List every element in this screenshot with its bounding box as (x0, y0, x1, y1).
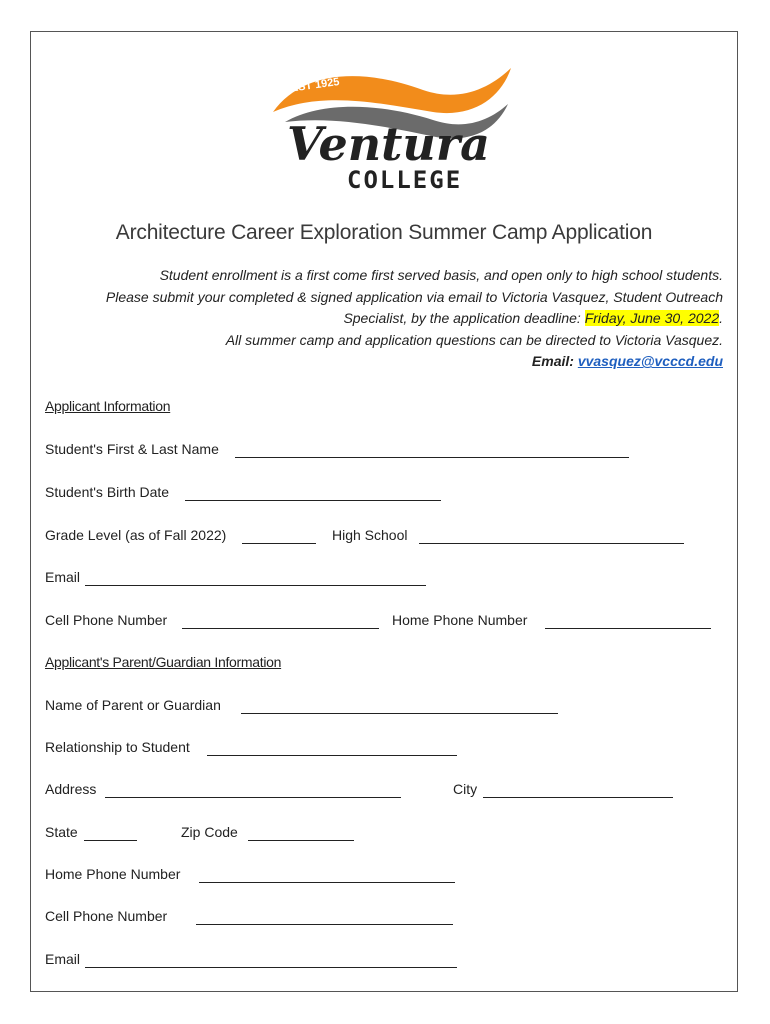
birth-date-row (45, 484, 723, 506)
logo-block-name: COLLEGE (347, 166, 463, 194)
guardian-name-row (45, 697, 723, 719)
intro-email-line (33, 351, 723, 373)
relationship-field[interactable] (207, 755, 457, 756)
intro-line-2: Please submit your completed & signed application via email to Victoria Vasquez, Student Outreach (105, 288, 723, 305)
high-school-label: High School (332, 527, 408, 543)
city-field[interactable] (483, 797, 673, 798)
intro-line-3: Specialist, by the application deadline: Friday, June 30, 2022. (343, 310, 723, 326)
guardian-name-label: Name of Parent or Guardian (45, 697, 221, 713)
student-home-phone-label: Home Phone Number (392, 612, 528, 628)
logo-script-name: Ventura (287, 117, 490, 171)
birth-date-label: Student's Birth Date (45, 484, 170, 500)
page-title: Architecture Career Exploration Summer Camp Application (115, 221, 653, 244)
zip-code-field[interactable] (248, 840, 354, 841)
applicant-heading: Applicant Information (45, 398, 171, 414)
intro-line-4: All summer camp and application questions can be directed to Victoria Vasquez. (225, 331, 723, 348)
student-cell-label: Cell Phone Number (45, 612, 168, 628)
guardian-heading: Applicant's Parent/Guardian Information (45, 654, 282, 670)
student-name-field[interactable] (235, 457, 629, 458)
ventura-college-logo (263, 60, 513, 195)
zip-code-label: Zip Code (181, 824, 238, 840)
student-email-row (45, 569, 723, 591)
state-field[interactable] (84, 840, 137, 841)
guardian-home-phone-label: Home Phone Number (45, 866, 181, 882)
student-home-phone-field[interactable] (545, 628, 711, 629)
deadline-highlight: Friday, June 30, 2022 (584, 310, 720, 326)
email-label: Email: (531, 353, 578, 369)
guardian-home-phone-field[interactable] (199, 882, 455, 883)
student-cell-field[interactable] (182, 628, 379, 629)
guardian-cell-field[interactable] (196, 924, 453, 925)
guardian-email-label: Email (45, 951, 81, 967)
contact-email-link[interactable]: vvasquez@vcccd.edu (577, 353, 723, 369)
logo-banner-text: EST 1925 (290, 75, 341, 95)
grade-level-field[interactable] (242, 543, 316, 544)
student-email-field[interactable] (85, 585, 426, 586)
high-school-field[interactable] (419, 543, 684, 544)
address-label: Address (45, 781, 97, 797)
grade-level-label: Grade Level (as of Fall 2022) (45, 527, 227, 543)
guardian-name-field[interactable] (241, 713, 558, 714)
guardian-home-phone-row (45, 866, 723, 888)
address-field[interactable] (105, 797, 401, 798)
student-name-row (45, 441, 723, 463)
state-zip-row (45, 824, 723, 846)
student-email-label: Email (45, 569, 81, 585)
birth-date-field[interactable] (185, 500, 441, 501)
intro-line-1: Student enrollment is a first come first served basis, and open only to high school students. (159, 267, 723, 283)
student-phone-row (45, 612, 723, 634)
city-label: City (453, 781, 478, 797)
intro-paragraph (33, 265, 723, 373)
grade-school-row (45, 527, 723, 549)
application-page (30, 31, 738, 992)
student-name-label: Student's First & Last Name (45, 441, 219, 457)
guardian-email-row (45, 951, 723, 973)
address-row (45, 781, 723, 803)
guardian-cell-label: Cell Phone Number (45, 908, 168, 924)
relationship-label: Relationship to Student (45, 739, 190, 755)
guardian-cell-row (45, 908, 723, 930)
state-label: State (45, 824, 78, 840)
guardian-email-field[interactable] (85, 967, 457, 968)
relationship-row (45, 739, 723, 761)
